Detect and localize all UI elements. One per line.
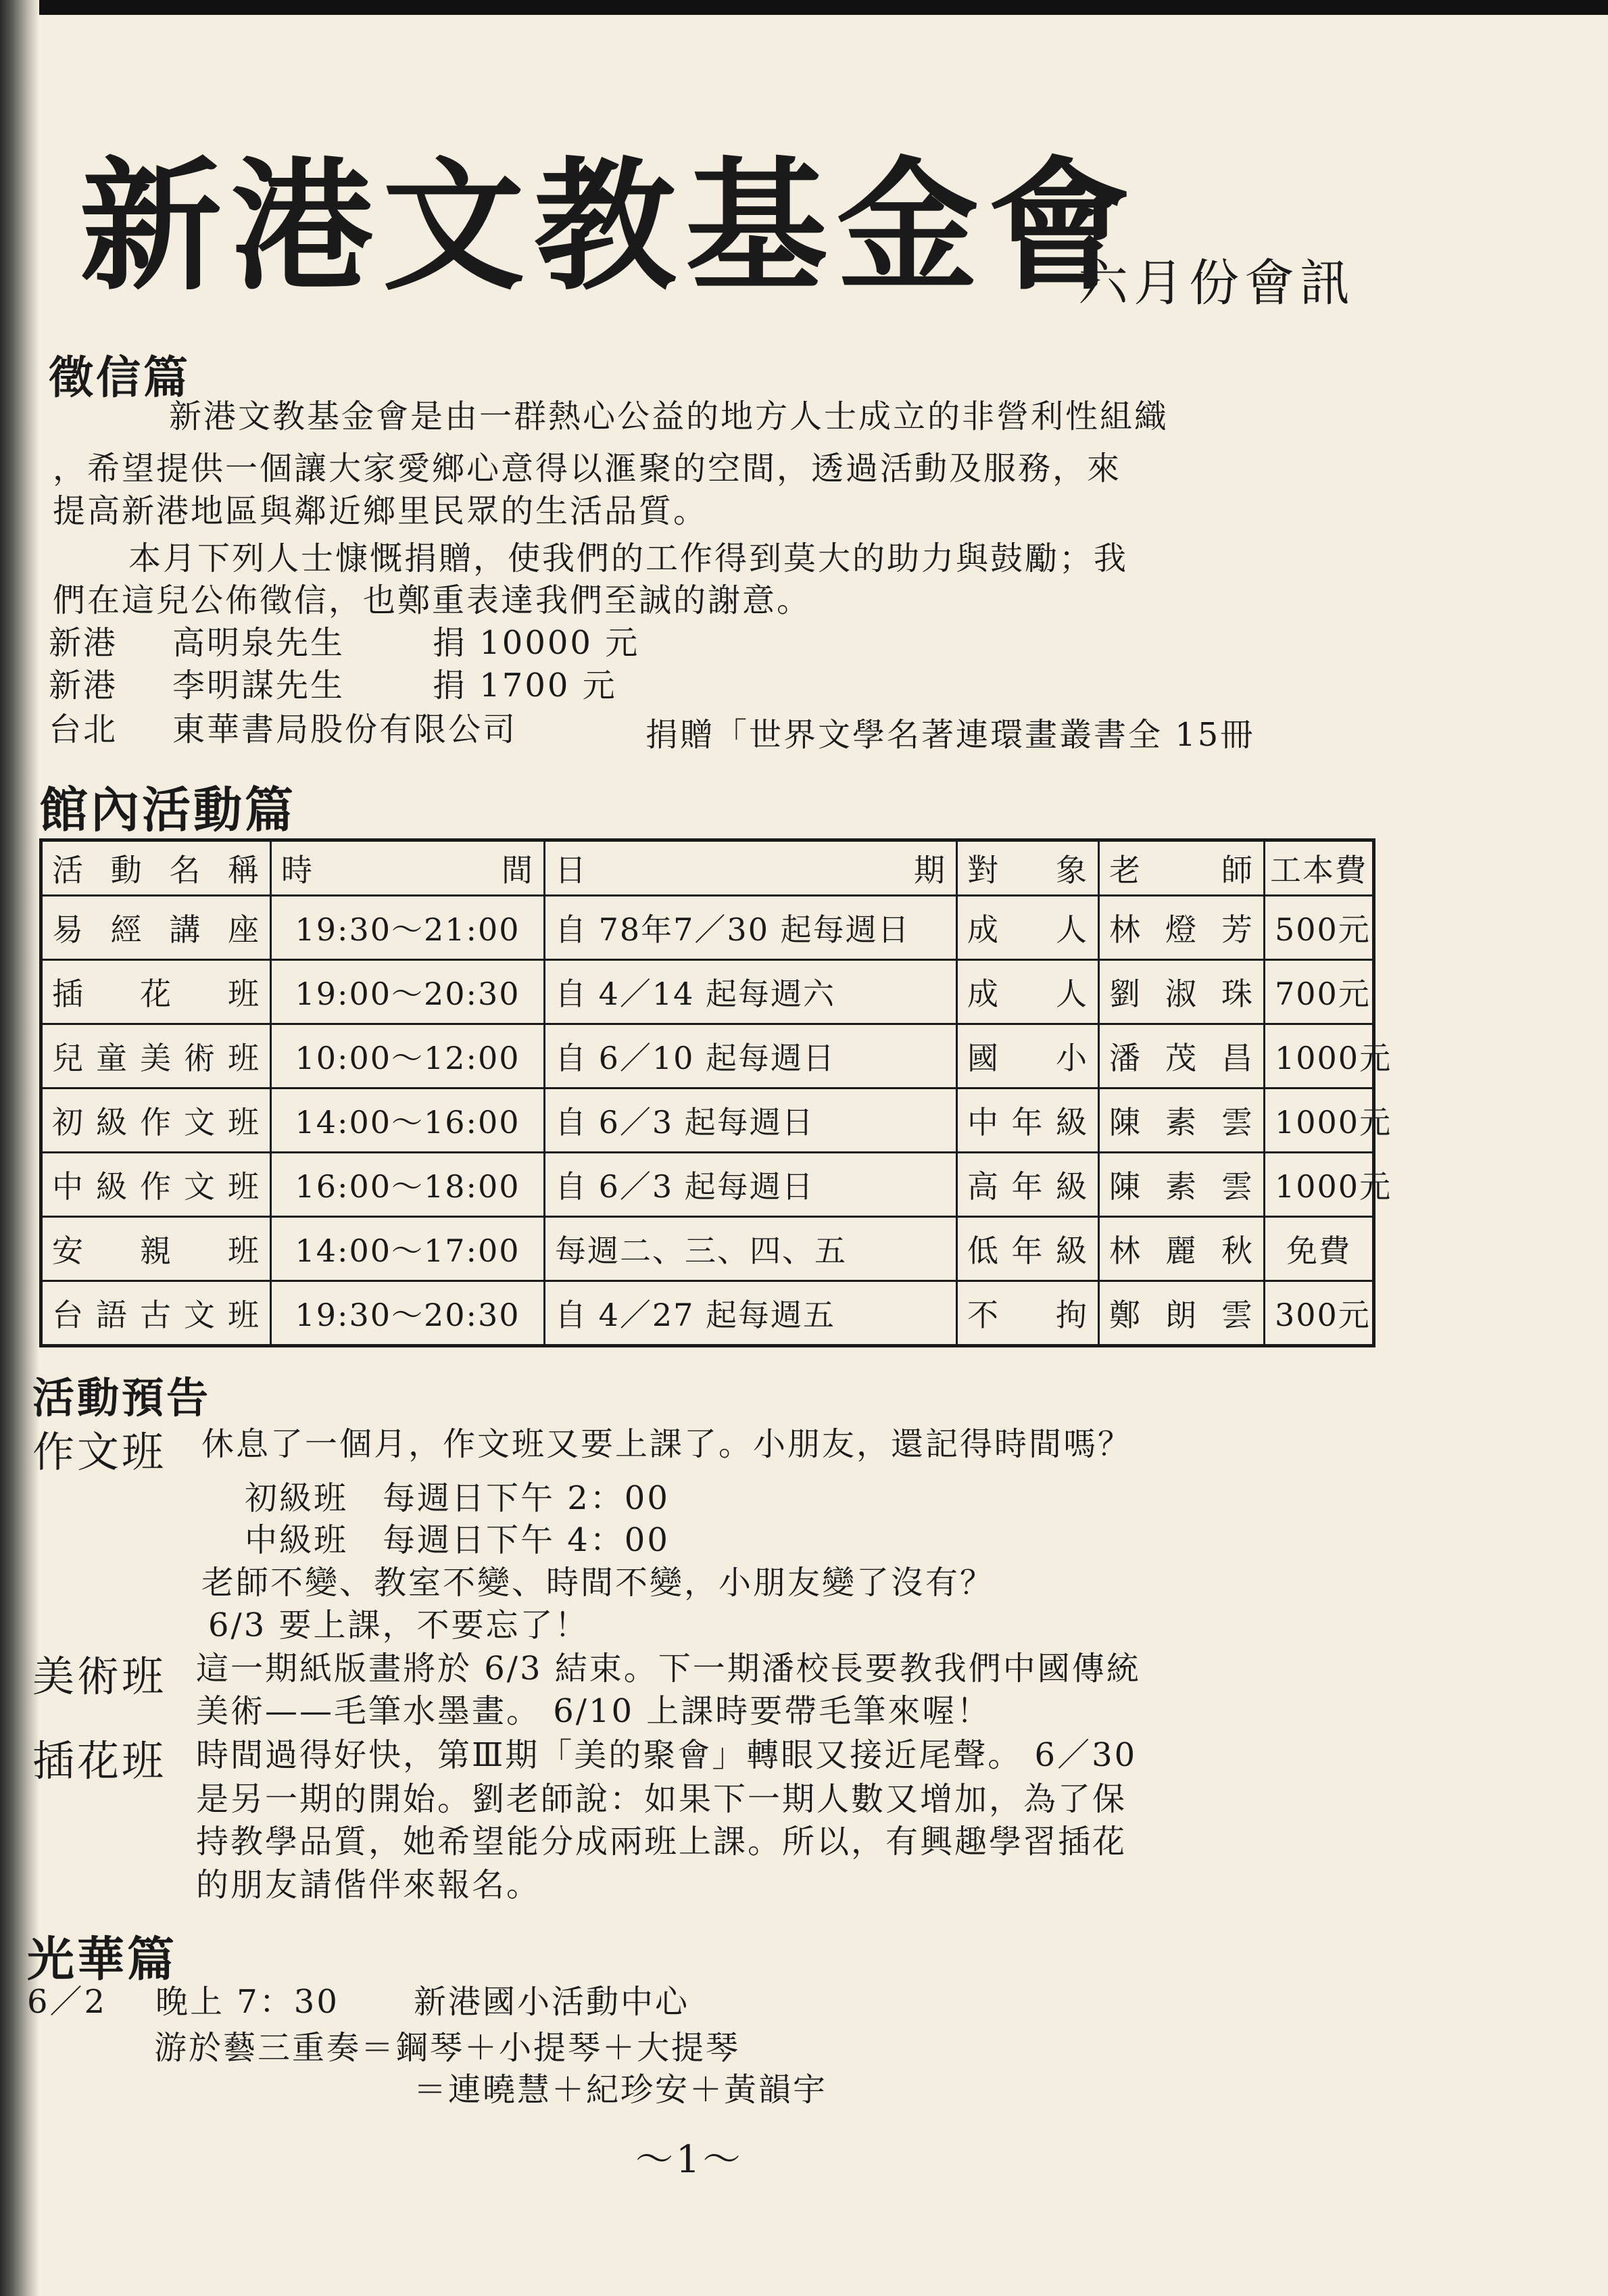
- cell-teacher: 潘茂昌: [1099, 1024, 1265, 1089]
- cell-date: 自 4／14 起每週六: [545, 960, 957, 1024]
- table-row: [41, 1153, 1374, 1217]
- table-row: [41, 1217, 1374, 1281]
- cell-target: 不拘: [957, 1281, 1099, 1346]
- cell-date: 自 6／10 起每週日: [545, 1024, 957, 1089]
- cell-teacher: 劉淑珠: [1099, 960, 1265, 1024]
- donation-place: 新港: [49, 667, 118, 704]
- col-header-name: 活動名稱: [41, 840, 271, 896]
- glory-line3: ＝連曉慧＋紀珍安＋黃韻宇: [414, 2071, 828, 2109]
- activity-schedule-table: [39, 838, 1392, 1347]
- glory-time: 晚上 7：30: [155, 1983, 339, 2021]
- table-row: [41, 1024, 1374, 1089]
- cell-name: 安親班: [41, 1217, 271, 1281]
- composition-line1: 休息了一個月，作文班又要上課了。小朋友，還記得時間嗎？: [201, 1425, 1133, 1463]
- cell-name: 易經講座: [41, 896, 271, 960]
- cell-target: 國小: [957, 1024, 1099, 1089]
- cell-name: 台語古文班: [41, 1281, 271, 1346]
- art-label: 美術班: [32, 1652, 167, 1701]
- thanks-para1-line2: ，希望提供一個讓大家愛鄉心意得以滙聚的空間，透過活動及服務，來: [53, 450, 1122, 487]
- cell-name: 中級作文班: [41, 1153, 271, 1217]
- composition-line5: 6/3 要上課，不要忘了！: [208, 1606, 589, 1644]
- cell-date: 自 6／3 起每週日: [545, 1089, 957, 1153]
- composition-line3: 中級班 每週日下午 4：00: [245, 1521, 670, 1559]
- preview-heading: 活動預告: [32, 1373, 212, 1422]
- col-header-date-b: 期: [914, 852, 946, 888]
- col-header-target: 對象: [957, 840, 1099, 896]
- cell-time: 19:00～20:30: [271, 960, 545, 1024]
- table-row: [41, 896, 1374, 960]
- flower-line2: 是另一期的開始。劉老師說：如果下一期人數又增加，為了保: [196, 1780, 1127, 1818]
- col-header-date: [545, 840, 957, 896]
- cell-fee: 700元: [1265, 960, 1374, 1024]
- cell-time: 19:30～21:00: [271, 896, 545, 960]
- cell-fee: 1000元: [1265, 1024, 1374, 1089]
- donation-place: 台北: [49, 711, 118, 748]
- donation-name: 東華書局股份有限公司: [172, 711, 518, 748]
- thanks-para1-line1: 新港文教基金會是由一群熱心公益的地方人士成立的非營利性組織: [169, 398, 1169, 435]
- cell-target: 高年級: [957, 1153, 1099, 1217]
- donation-gift: 捐贈「世界文學名著連環畫叢書全 15冊: [645, 716, 1255, 754]
- glory-date: 6／2: [27, 1983, 107, 2021]
- donation-name: 李明謀先生: [172, 667, 345, 704]
- col-header-fee: 工本費: [1265, 840, 1374, 896]
- scan-edge-top: [0, 0, 1608, 15]
- table-header-row: [41, 840, 1374, 896]
- flower-line3: 持教學品質，她希望能分成兩班上課。所以，有興趣學習插花: [196, 1823, 1127, 1861]
- cell-fee: 免費: [1265, 1217, 1374, 1281]
- composition-line2: 初級班 每週日下午 2：00: [245, 1479, 670, 1517]
- cell-target: 中年級: [957, 1089, 1099, 1153]
- donation-gift: 捐 10000 元: [433, 624, 640, 662]
- thanks-para2-line2: 們在這兒公佈徵信，也鄭重表達我們至誠的謝意。: [53, 581, 812, 619]
- page-subtitle: 六月份會訊: [1078, 254, 1355, 312]
- donation-gift: 捐 1700 元: [433, 667, 617, 704]
- table-row: [41, 960, 1374, 1024]
- cell-date: 自 6／3 起每週日: [545, 1153, 957, 1217]
- table-row: [41, 1089, 1374, 1153]
- cell-name: 插花班: [41, 960, 271, 1024]
- thanks-para1-line3: 提高新港地區與鄰近鄉里民眾的生活品質。: [53, 492, 708, 530]
- col-header-date-a: 日: [555, 852, 587, 888]
- cell-teacher: 林燈芳: [1099, 896, 1265, 960]
- cell-fee: 300元: [1265, 1281, 1374, 1346]
- cell-date: 自 78年7／30 起每週日: [545, 896, 957, 960]
- cell-fee: 1000元: [1265, 1089, 1374, 1153]
- cell-time: 14:00～16:00: [271, 1089, 545, 1153]
- cell-teacher: 陳素雲: [1099, 1153, 1265, 1217]
- cell-date: 自 4／27 起每週五: [545, 1281, 957, 1346]
- cell-fee: 500元: [1265, 896, 1374, 960]
- activities-heading: 館內活動篇: [39, 781, 297, 838]
- cell-time: 19:30～20:30: [271, 1281, 545, 1346]
- page-number: ～1～: [635, 2138, 744, 2182]
- thanks-para2-line1: 本月下列人士慷慨捐贈，使我們的工作得到莫大的助力與鼓勵；我: [128, 540, 1129, 577]
- cell-target: 成人: [957, 896, 1099, 960]
- art-line1: 這一期紙版畫將於 6/3 結束。下一期潘校長要教我們中國傳統: [196, 1650, 1141, 1688]
- flower-label: 插花班: [32, 1736, 167, 1786]
- flower-line1: 時間過得好快，第Ⅲ期「美的聚會」轉眼又接近尾聲。 6／30: [196, 1736, 1138, 1774]
- cell-name: 兒童美術班: [41, 1024, 271, 1089]
- cell-fee: 1000元: [1265, 1153, 1374, 1217]
- page-title: 新港文教基金會: [80, 143, 1140, 310]
- cell-time: 16:00～18:00: [271, 1153, 545, 1217]
- cell-time: 14:00～17:00: [271, 1217, 545, 1281]
- cell-name: 初級作文班: [41, 1089, 271, 1153]
- donation-name: 高明泉先生: [172, 624, 345, 662]
- composition-line4: 老師不變、教室不變、時間不變，小朋友變了沒有？: [201, 1564, 995, 1602]
- glory-line2: 游於藝三重奏＝鋼琴＋小提琴＋大提琴: [154, 2029, 741, 2067]
- thanks-heading: 徵信篇: [49, 351, 191, 404]
- table-row: [41, 1281, 1374, 1346]
- col-header-time: [271, 840, 545, 896]
- cell-time: 10:00～12:00: [271, 1024, 545, 1089]
- composition-label: 作文班: [32, 1427, 167, 1477]
- glory-heading: 光華篇: [27, 1931, 177, 1987]
- col-header-time-b: 間: [502, 852, 534, 888]
- glory-venue: 新港國小活動中心: [414, 1983, 690, 2021]
- art-line2: 美術——毛筆水墨畫。 6/10 上課時要帶毛筆來喔！: [196, 1692, 992, 1730]
- cell-teacher: 鄭朗雲: [1099, 1281, 1265, 1346]
- cell-teacher: 陳素雲: [1099, 1089, 1265, 1153]
- col-header-time-a: 時: [281, 852, 314, 888]
- cell-teacher: 林麗秋: [1099, 1217, 1265, 1281]
- donation-place: 新港: [49, 624, 118, 662]
- cell-date: 每週二、三、四、五: [545, 1217, 957, 1281]
- col-header-teacher: 老師: [1099, 840, 1265, 896]
- flower-line4: 的朋友請偕伴來報名。: [196, 1866, 541, 1904]
- cell-target: 低年級: [957, 1217, 1099, 1281]
- cell-target: 成人: [957, 960, 1099, 1024]
